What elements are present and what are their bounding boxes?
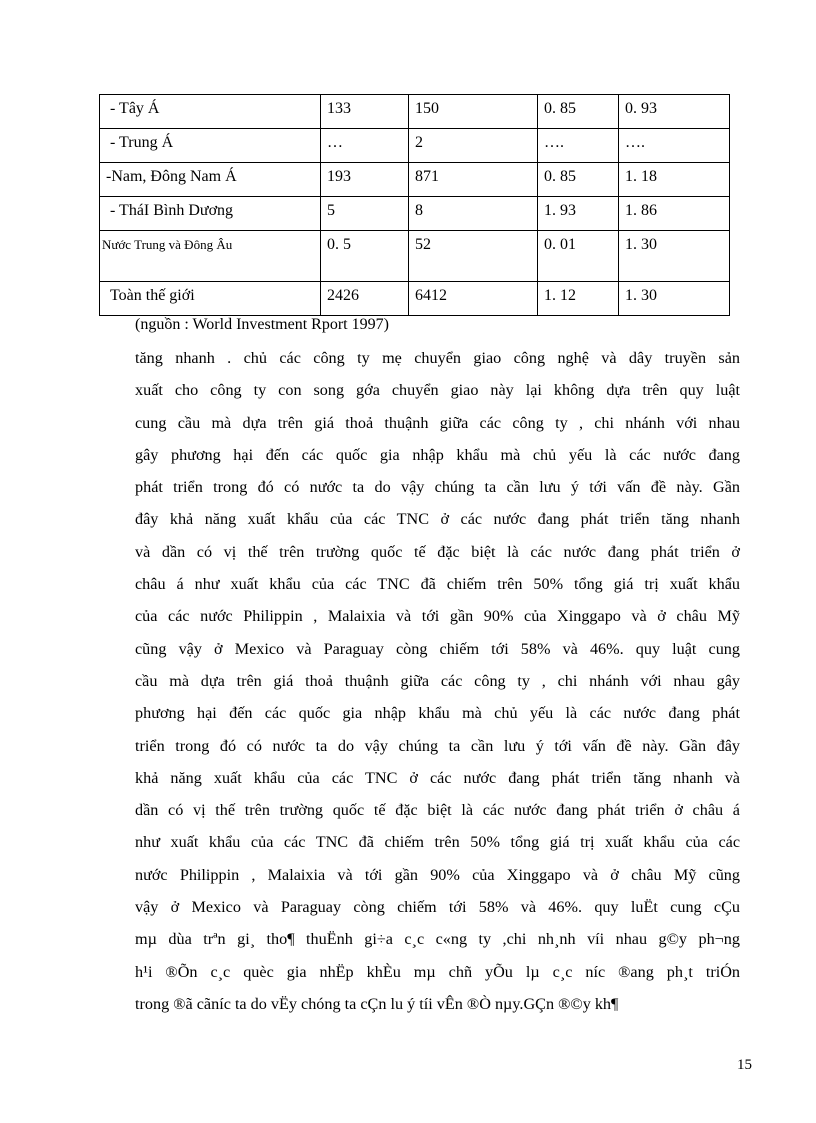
- text-line: dần có vị thế trên trường quốc tế đặc biệt là các nước đang phát triển ở châu á: [135, 801, 740, 820]
- value-cell: 0. 85: [538, 95, 619, 129]
- value-cell: 6412: [409, 282, 538, 316]
- text-line: cầu mà dựa trên giá thoả thuậnh giữa các công ty , chi nhánh với nhau gây: [135, 671, 740, 690]
- text-line: phát triển trong đó có nước ta do vậy chúng ta cần lưu ý tới vấn đề này. Gần: [135, 478, 740, 497]
- text-line: cũng vậy ở Mexico và Paraguay còng chiếm tới 58% và 46%. quy luật cung: [135, 639, 740, 658]
- value-cell: 0. 93: [619, 95, 730, 129]
- value-cell: 1. 18: [619, 163, 730, 197]
- table-row: [100, 163, 730, 197]
- text-line: h¹i ®Õn c¸c quèc gia nhËp khÈu mµ chñ yÕu lµ c¸c níc ®ang ph¸t triÓn: [135, 962, 740, 981]
- value-cell: 0. 01: [538, 231, 619, 282]
- text-line: mµ dùa trªn gi¸ tho¶ thuËnh gi÷a c¸c c«ng ty ,chi nh¸nh víi nhau g©y ph¬ng: [135, 930, 740, 949]
- value-cell: 52: [409, 231, 538, 282]
- text-line: châu á như xuất khẩu của các TNC đã chiếm trên 50% tổng giá trị xuất khẩu: [135, 575, 740, 594]
- value-cell: 193: [321, 163, 409, 197]
- value-cell: 871: [409, 163, 538, 197]
- value-cell: 2426: [321, 282, 409, 316]
- text-line: gây phương hại đến các quốc gia nhập khẩu mà chủ yếu là các nước đang: [135, 445, 740, 464]
- text-line: của các nước Philippin , Malaixia và tới gần 90% của Xinggapo và ở châu Mỹ: [135, 607, 740, 626]
- table-row: [100, 95, 730, 129]
- source-note: (nguồn : World Investment Rport 1997): [135, 316, 389, 333]
- value-cell: 1. 12: [538, 282, 619, 316]
- value-cell: ….: [619, 129, 730, 163]
- value-cell: 1. 86: [619, 197, 730, 231]
- value-cell: 1. 30: [619, 231, 730, 282]
- value-cell: 2: [409, 129, 538, 163]
- text-line: trong ®ã cãníc ta do vËy chóng ta cÇn lu ý tíi vÊn ®Ò nµy.GÇn ®©y kh¶: [135, 994, 619, 1013]
- text-line: triển trong đó có nước ta do vậy chúng ta cần lưu ý tới vấn đề này. Gần đây: [135, 736, 740, 755]
- text-line: xuất cho công ty con song gớa chuyển giao này lại không dựa trên quy luật: [135, 381, 740, 400]
- text-line: và dần có vị thế trên trường quốc tế đặc biệt là các nước đang phát triển ở: [135, 542, 740, 561]
- table-row: [100, 197, 730, 231]
- region-cell: Nước Trung và Đông Âu: [100, 231, 321, 282]
- value-cell: 150: [409, 95, 538, 129]
- value-cell: 5: [321, 197, 409, 231]
- value-cell: 1. 93: [538, 197, 619, 231]
- body-paragraph: [135, 342, 740, 1020]
- statistics-table: [99, 94, 730, 316]
- value-cell: 8: [409, 197, 538, 231]
- value-cell: 0. 85: [538, 163, 619, 197]
- value-cell: 1. 30: [619, 282, 730, 316]
- region-cell: -Nam, Đông Nam Á: [100, 163, 321, 197]
- value-cell: ….: [538, 129, 619, 163]
- region-cell: - Trung Á: [100, 129, 321, 163]
- text-line: cung cầu mà dựa trên giá thoả thuậnh giữa các công ty , chi nhánh với nhau: [135, 413, 740, 432]
- text-line: phương hại đến các quốc gia nhập khẩu mà chủ yếu là các nước đang phát: [135, 704, 740, 723]
- value-cell: 133: [321, 95, 409, 129]
- value-cell: …: [321, 129, 409, 163]
- region-cell: Toàn thế giới: [100, 282, 321, 316]
- table-row: [100, 282, 730, 316]
- text-line: nước Philippin , Malaixia và tới gần 90% của Xinggapo và ở châu Mỹ cũng: [135, 865, 740, 884]
- text-line: vậy ở Mexico và Paraguay còng chiếm tới 58% và 46%. quy luËt cung cÇu: [135, 898, 740, 917]
- value-cell: 0. 5: [321, 231, 409, 282]
- region-cell: - TháI Bình Dương: [100, 197, 321, 231]
- text-line: như xuất khẩu của các TNC đã chiếm trên 50% tổng giá trị xuất khẩu của các: [135, 833, 740, 852]
- text-line: tăng nhanh . chủ các công ty mẹ chuyển giao công nghệ và dây truyền sản: [135, 349, 740, 367]
- text-line: khả năng xuất khẩu của các TNC ở các nước đang phát triển tăng nhanh và: [135, 768, 740, 787]
- table-row: [100, 129, 730, 163]
- page-number: 15: [737, 1057, 752, 1073]
- region-cell: - Tây Á: [100, 95, 321, 129]
- text-line: đây khả năng xuất khẩu của các TNC ở các nước đang phát triển tăng nhanh: [135, 510, 740, 529]
- table-row: [100, 231, 730, 282]
